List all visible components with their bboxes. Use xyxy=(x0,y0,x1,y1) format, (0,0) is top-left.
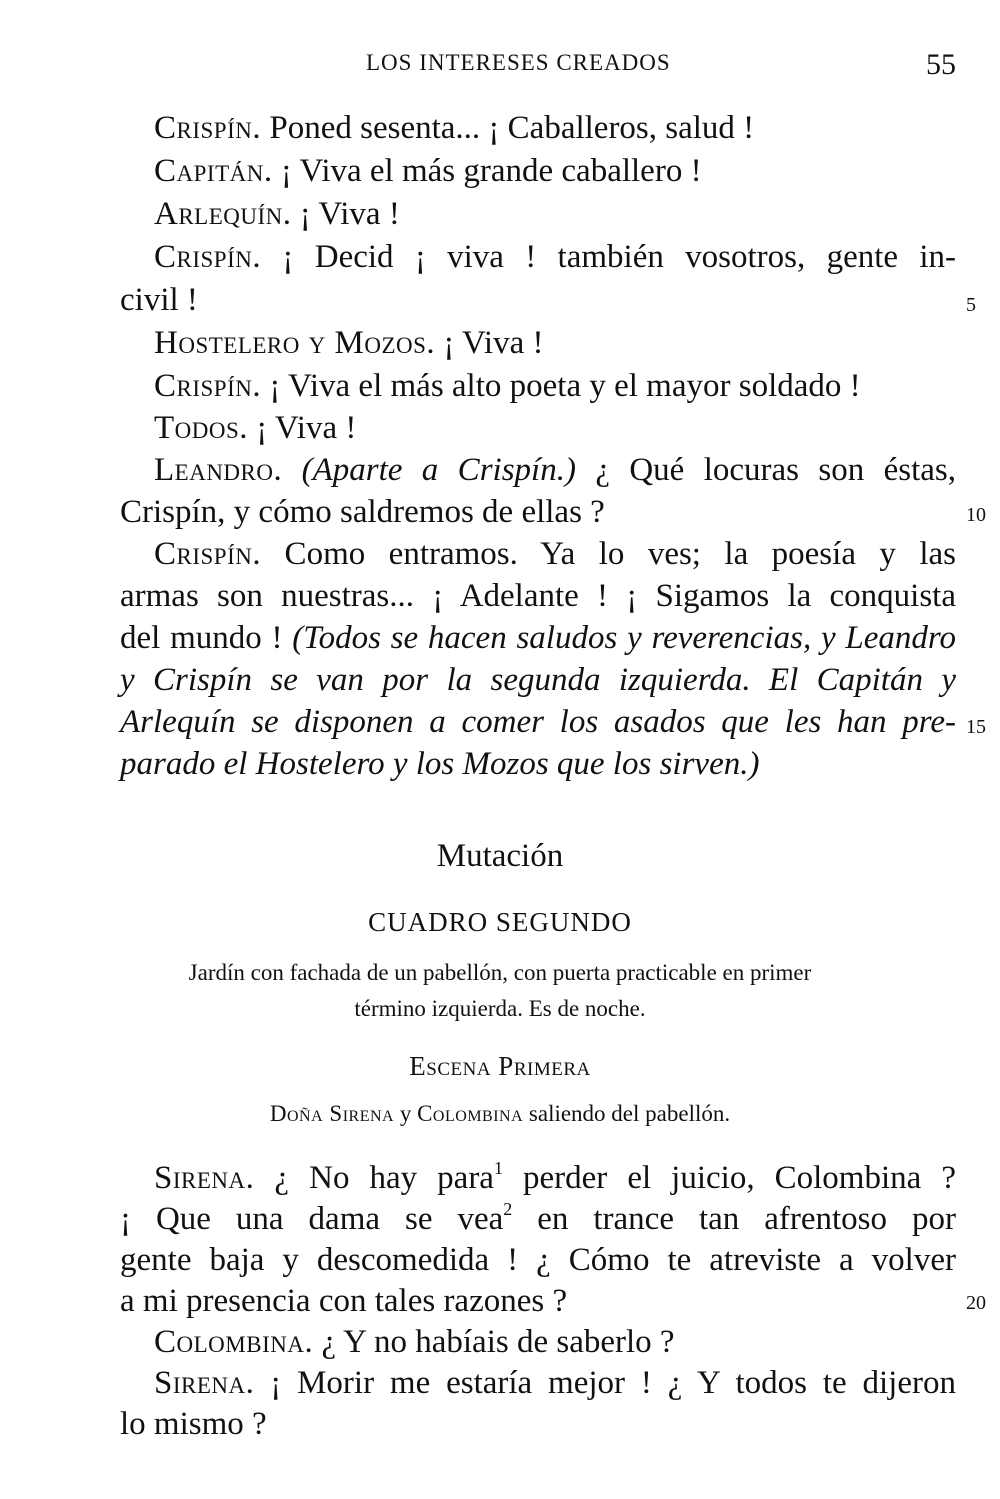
dialogue-line xyxy=(120,1404,956,1444)
dialogue-line xyxy=(154,1363,956,1403)
dialogue-line xyxy=(154,323,956,363)
stage-text: saliendo del pabellón. xyxy=(523,1101,731,1126)
speech-text: ¡ Que una dama se vea xyxy=(120,1201,504,1237)
dialogue-line xyxy=(120,280,956,320)
speaker-name: Crispín. xyxy=(154,368,262,404)
speaker-name: Colombina. xyxy=(154,1324,314,1360)
speech-text: Crispín, y cómo saldremos de ellas ? xyxy=(120,494,605,530)
speech-text: ¿ Y no habíais de saberlo ? xyxy=(313,1324,675,1360)
speech-text: ¿ No hay para xyxy=(254,1160,494,1196)
speech-text: ¿ Qué locuras son éstas, xyxy=(575,452,956,488)
footnote-marker: 1 xyxy=(493,1158,503,1178)
line-number: 5 xyxy=(966,294,976,316)
speech-text: ¡ Viva el más grande caballero ! xyxy=(272,153,702,189)
escena-heading: Escena Primera xyxy=(409,1051,591,1081)
stage-direction-line xyxy=(120,702,956,742)
stage-direction-line xyxy=(120,660,956,700)
speaker-name: Crispín. xyxy=(154,239,262,275)
cuadro-heading: CUADRO SEGUNDO xyxy=(368,907,632,937)
speaker-name: Capitán. xyxy=(154,153,273,189)
line-number: 15 xyxy=(966,716,986,738)
speech-text: del mundo ! xyxy=(120,620,293,656)
characters-line xyxy=(0,1101,1000,1127)
character-name: Colombina xyxy=(417,1101,524,1126)
speaker-name: Crispín. xyxy=(154,110,262,146)
character-name: Doña Sirena xyxy=(269,1101,395,1126)
speaker-name: Hostelero y Mozos. xyxy=(154,325,436,361)
dialogue-line xyxy=(120,576,956,616)
speech-text: ¡ Decid ¡ viva ! también vosotros, gente in- xyxy=(261,239,956,275)
dialogue-line xyxy=(120,1199,956,1239)
running-header xyxy=(0,48,1000,88)
speech-text: Poned sesenta... ¡ Caballeros, salud ! xyxy=(261,110,755,146)
speech-text: perder el juicio, Colombina ? xyxy=(502,1160,956,1196)
dialogue-line xyxy=(154,408,956,448)
dialogue-line xyxy=(154,194,956,234)
speech-text: ¡ Viva el más alto poeta y el mayor soldado ! xyxy=(261,368,861,404)
dialogue-line xyxy=(154,108,956,148)
dialogue-line xyxy=(154,151,956,191)
dialogue-line xyxy=(120,492,956,532)
stage-direction: y Crispín se van por la segunda izquierda. El Capitán y xyxy=(120,662,956,698)
dialogue-line xyxy=(154,1158,956,1198)
speech-text: armas son nuestras... ¡ Adelante ! ¡ Sigamos la conquista xyxy=(120,578,956,614)
line-number: 10 xyxy=(966,504,986,526)
speaker-name: Sirena. xyxy=(154,1160,255,1196)
speaker-name: Todos. xyxy=(154,410,249,446)
dialogue-line xyxy=(154,450,956,490)
dialogue-line xyxy=(154,366,956,406)
scene-description-line: Jardín con fachada de un pabellón, con puerta practicable en primer xyxy=(188,960,812,985)
speech-text: gente baja y descomedida ! ¿ Cómo te atreviste a volver xyxy=(120,1242,956,1278)
speech-text: ¡ Viva ! xyxy=(291,196,400,232)
connector-text: y xyxy=(394,1101,418,1126)
running-title: LOS INTERESES CREADOS xyxy=(366,50,671,75)
speech-text: civil ! xyxy=(120,282,198,318)
speaker-name: Crispín. xyxy=(154,536,262,572)
speaker-name: Sirena. xyxy=(154,1365,255,1401)
speaker-name: Leandro. xyxy=(154,452,283,488)
stage-direction: (Aparte a Crispín.) xyxy=(282,452,576,488)
page-number: 55 xyxy=(926,48,956,81)
speech-text: en trance tan afrentoso por xyxy=(512,1201,956,1237)
stage-direction: parado el Hostelero y los Mozos que los sirven.) xyxy=(120,746,760,782)
speech-text: ¡ Morir me estaría mejor ! ¿ Y todos te dijeron xyxy=(254,1365,956,1401)
dialogue-line xyxy=(154,1322,956,1362)
stage-direction: Arlequín se disponen a comer los asados que les han pre- xyxy=(120,704,956,740)
speech-text: ¡ Viva ! xyxy=(435,325,544,361)
footnote-marker: 2 xyxy=(503,1199,513,1219)
speech-text: ¡ Viva ! xyxy=(248,410,357,446)
speech-text: a mi presencia con tales razones ? xyxy=(120,1283,568,1319)
mutacion-heading: Mutación xyxy=(436,838,564,874)
scene-description-line: término izquierda. Es de noche. xyxy=(354,996,646,1021)
dialogue-line xyxy=(154,237,956,277)
stage-direction: (Todos se hacen saludos y reverencias, y Leandro xyxy=(292,620,956,656)
dialogue-line xyxy=(120,1281,956,1321)
dialogue-line xyxy=(120,618,956,658)
dialogue-line xyxy=(120,1240,956,1280)
line-number: 20 xyxy=(966,1292,986,1314)
dialogue-line xyxy=(154,534,956,574)
speech-text: Como entramos. Ya lo ves; la poesía y las xyxy=(261,536,956,572)
speaker-name: Arlequín. xyxy=(154,196,292,232)
stage-direction-line xyxy=(120,744,956,784)
speech-text: lo mismo ? xyxy=(120,1406,267,1442)
